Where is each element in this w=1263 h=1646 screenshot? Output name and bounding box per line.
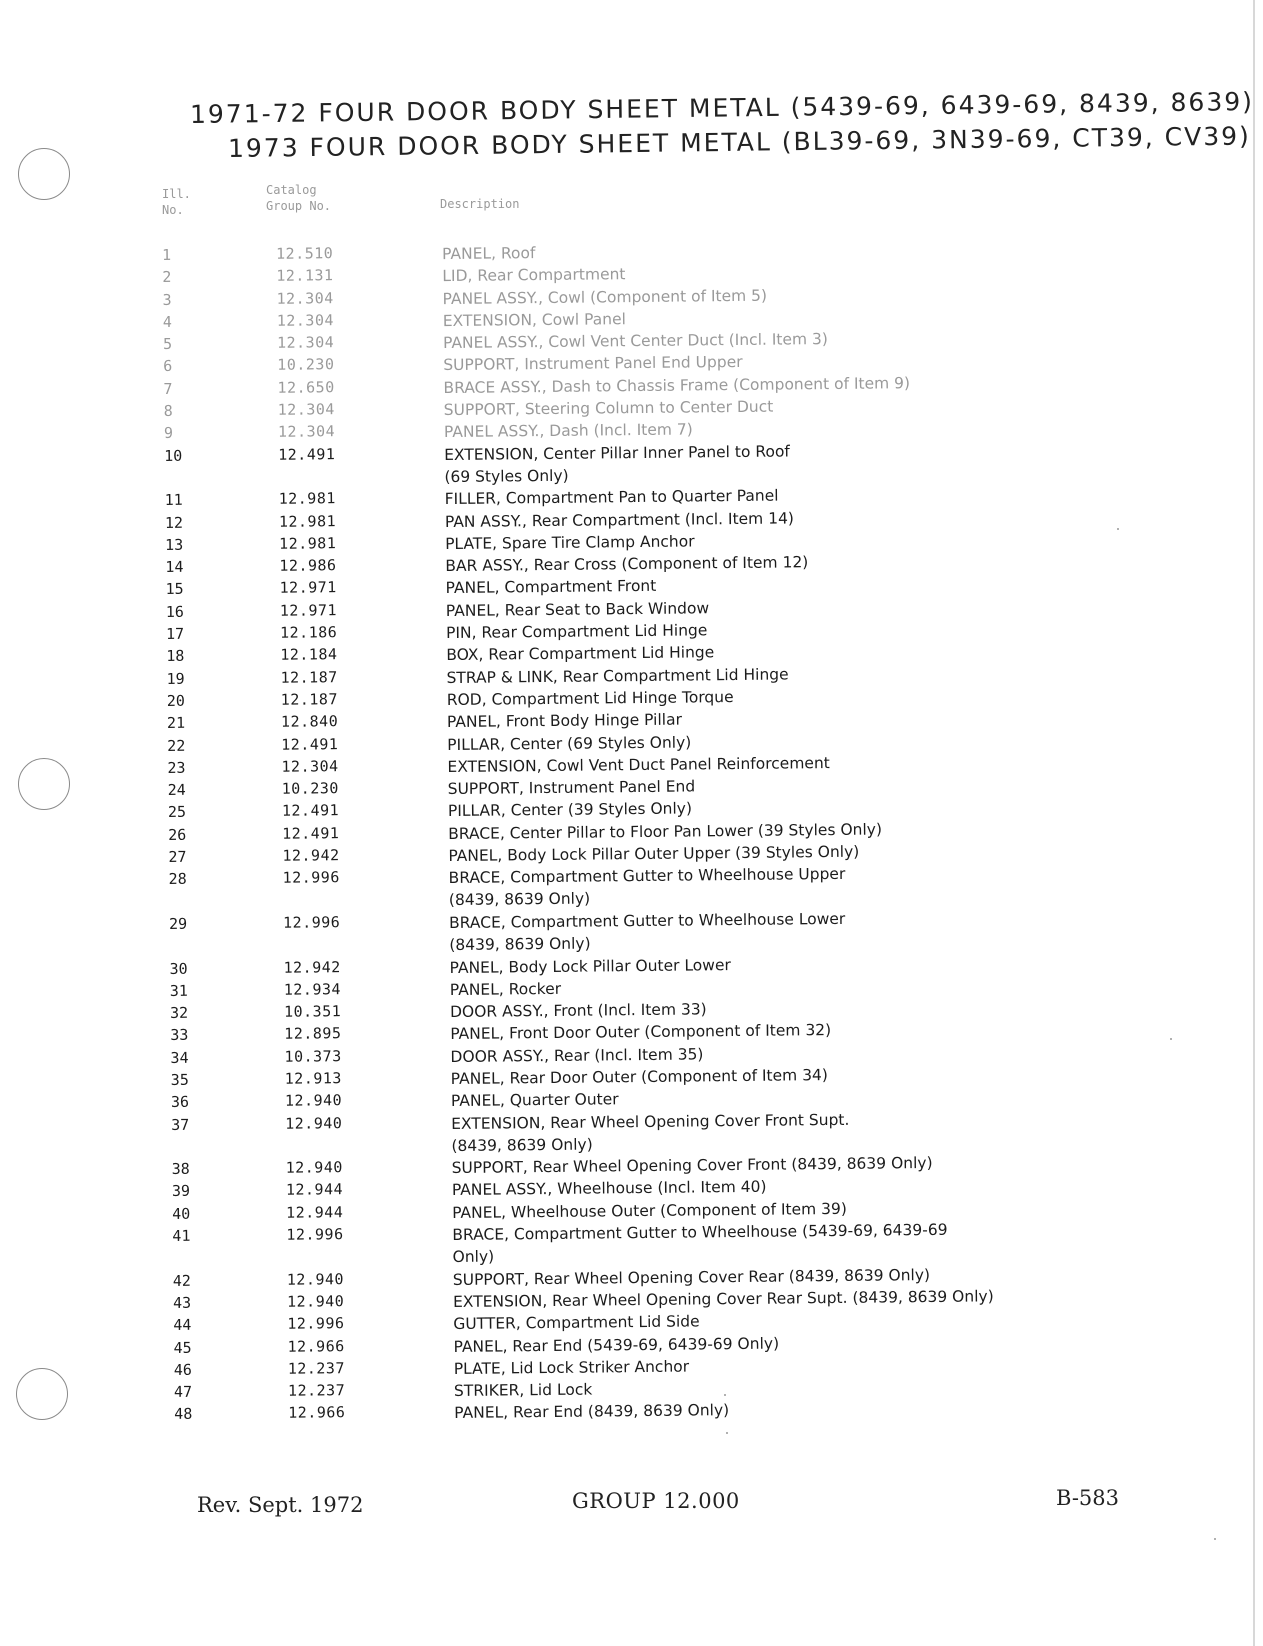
description-text: PANEL ASSY., Dash (Incl. Item 7) bbox=[443, 420, 693, 442]
group-number-cell: 12.944 bbox=[286, 1202, 344, 1222]
description-text: PANEL, Rocker bbox=[449, 979, 562, 999]
group-number-cell: 12.650 bbox=[277, 377, 335, 397]
revision-date: Rev. Sept. 1972 bbox=[197, 1493, 364, 1517]
item-number: 43 bbox=[172, 1293, 192, 1312]
item-number: 42 bbox=[172, 1271, 191, 1290]
item-number: 4 bbox=[162, 312, 172, 331]
description-text: EXTENSION, Cowl Vent Duct Panel Reinforcement bbox=[447, 753, 830, 776]
group-number-cell: 12.237 bbox=[287, 1358, 346, 1378]
description-text: EXTENSION, Rear Wheel Opening Cover Front Supt. bbox=[451, 1110, 850, 1133]
description-text: PANEL, Roof bbox=[442, 244, 536, 264]
group-number-cell: 10.373 bbox=[284, 1046, 342, 1066]
group-number-cell: 12.187 bbox=[280, 690, 339, 709]
punch-hole-middle bbox=[18, 758, 70, 810]
item-number: 6 bbox=[163, 357, 173, 376]
group-number-cell: 12.971 bbox=[279, 578, 337, 598]
item-number: 32 bbox=[169, 1003, 189, 1023]
group-number-cell: 12.840 bbox=[280, 712, 339, 732]
description-text: PANEL ASSY., Wheelhouse (Incl. Item 40) bbox=[451, 1178, 767, 1200]
item-number: 21 bbox=[166, 714, 186, 733]
item-number: 28 bbox=[168, 870, 187, 889]
group-number-cell: 12.996 bbox=[287, 1314, 345, 1333]
item-number: 23 bbox=[167, 758, 186, 777]
group-number-cell: 12.934 bbox=[283, 979, 342, 999]
item-number: 13 bbox=[165, 535, 184, 554]
page-title-line-1: 1971-72 FOUR DOOR BODY SHEET METAL (5439-69, 6439-69, 8439, 8639) bbox=[189, 87, 1255, 129]
description-text: BRACE, Center Pillar to Floor Pan Lower (39 Styles Only) bbox=[448, 820, 883, 843]
scan-speck bbox=[1214, 1538, 1216, 1540]
group-number-cell: 12.131 bbox=[276, 266, 334, 286]
description-text: BRACE, Compartment Gutter to Wheelhouse Upper bbox=[448, 865, 846, 888]
group-number-cell: 12.981 bbox=[278, 489, 336, 509]
scan-speck bbox=[1170, 1038, 1172, 1040]
group-number-cell: 12.940 bbox=[285, 1158, 343, 1177]
item-number: 31 bbox=[169, 981, 188, 1000]
description-continuation: (69 Styles Only) bbox=[444, 466, 569, 486]
page-edge-shadow bbox=[1253, 0, 1255, 1646]
description-text: DOOR ASSY., Front (Incl. Item 33) bbox=[449, 1000, 707, 1022]
punch-hole-bottom bbox=[16, 1368, 68, 1420]
group-number-cell: 12.996 bbox=[282, 913, 341, 932]
punch-hole-top bbox=[18, 148, 70, 200]
item-number: 36 bbox=[170, 1093, 190, 1112]
description-continuation: (8439, 8639 Only) bbox=[451, 1135, 593, 1155]
item-number: 44 bbox=[173, 1316, 192, 1335]
description-text: PAN ASSY., Rear Compartment (Incl. Item 14) bbox=[444, 508, 795, 531]
part-description bbox=[452, 1217, 1172, 1269]
group-number-cell: 12.895 bbox=[284, 1024, 342, 1044]
description-text: BAR ASSY., Rear Cross (Component of Item 12) bbox=[445, 553, 809, 576]
group-number-cell: 12.304 bbox=[277, 400, 336, 419]
description-text: PANEL, Body Lock Pillar Outer Upper (39 Styles Only) bbox=[448, 842, 860, 866]
group-number-cell: 12.491 bbox=[282, 823, 340, 843]
group-number-cell: 12.304 bbox=[276, 333, 335, 352]
description-text: SUPPORT, Rear Wheel Opening Cover Rear (8439, 8639 Only) bbox=[452, 1265, 931, 1289]
description-text: SUPPORT, Instrument Panel End bbox=[447, 777, 696, 799]
item-number: 40 bbox=[172, 1204, 191, 1223]
description-text: STRIKER, Lid Lock bbox=[453, 1380, 593, 1401]
item-number: 2 bbox=[162, 268, 172, 287]
description-text: PANEL, Wheelhouse Outer (Component of Item 39) bbox=[452, 1199, 847, 1222]
group-number-cell: 12.187 bbox=[280, 667, 338, 687]
item-number: 34 bbox=[170, 1048, 189, 1067]
page-number: B-583 bbox=[1056, 1486, 1119, 1510]
item-number: 18 bbox=[166, 647, 185, 666]
description-text: PANEL, Rear End (8439, 8639 Only) bbox=[454, 1401, 730, 1423]
item-number: 24 bbox=[167, 780, 186, 800]
scan-speck bbox=[726, 1432, 728, 1434]
item-number: 37 bbox=[171, 1115, 190, 1134]
description-text: PIN, Rear Compartment Lid Hinge bbox=[445, 621, 708, 643]
group-number-cell: 12.237 bbox=[287, 1381, 346, 1400]
description-text: STRAP & LINK, Rear Compartment Lid Hinge bbox=[446, 665, 789, 687]
group-number-cell: 12.944 bbox=[285, 1180, 344, 1200]
group-number-cell: 12.996 bbox=[286, 1225, 344, 1244]
item-number: 12 bbox=[164, 513, 184, 532]
description-continuation: (8439, 8639 Only) bbox=[448, 889, 591, 910]
item-number: 7 bbox=[163, 379, 173, 398]
item-number: 27 bbox=[168, 847, 187, 866]
description-text: PANEL, Quarter Outer bbox=[450, 1090, 619, 1111]
group-number-cell: 10.230 bbox=[277, 355, 335, 375]
item-number: 14 bbox=[165, 557, 184, 577]
description-text: SUPPORT, Rear Wheel Opening Cover Front (8439, 8639 Only) bbox=[451, 1154, 933, 1178]
description-text: DOOR ASSY., Rear (Incl. Item 35) bbox=[450, 1045, 704, 1066]
description-continuation: Only) bbox=[452, 1247, 495, 1267]
item-number: 5 bbox=[162, 335, 173, 354]
item-number: 19 bbox=[166, 669, 185, 688]
description-text: PANEL ASSY., Cowl (Component of Item 5) bbox=[442, 286, 768, 308]
item-number: 35 bbox=[170, 1070, 189, 1089]
group-number-cell: 12.304 bbox=[277, 422, 336, 442]
column-header-description: Description bbox=[440, 197, 520, 211]
group-number-cell: 12.981 bbox=[279, 534, 337, 553]
item-number: 22 bbox=[167, 736, 186, 755]
group-number-cell: 12.186 bbox=[279, 623, 338, 642]
description-text: EXTENSION, Center Pillar Inner Panel to Roof bbox=[444, 442, 790, 464]
item-number: 16 bbox=[165, 602, 184, 621]
page-title-line-2: 1973 FOUR DOOR BODY SHEET METAL (BL39-69, 3N39-69, CT39, CV39) bbox=[227, 121, 1251, 163]
group-number-cell: 12.940 bbox=[286, 1292, 345, 1311]
group-number-cell: 12.966 bbox=[288, 1403, 346, 1423]
column-header-item-no: Ill. No. bbox=[162, 187, 191, 217]
item-number: 15 bbox=[165, 580, 184, 599]
description-text: EXTENSION, Rear Wheel Opening Cover Rear Supt. (8439, 8639 Only) bbox=[452, 1287, 994, 1311]
group-number-cell: 12.966 bbox=[287, 1336, 345, 1356]
item-number: 1 bbox=[162, 245, 172, 264]
description-text: PLATE, Lid Lock Striker Anchor bbox=[453, 1357, 690, 1378]
group-number-cell: 12.940 bbox=[286, 1269, 345, 1289]
description-text: PANEL, Front Door Outer (Component of Item 32) bbox=[450, 1021, 832, 1044]
item-number: 9 bbox=[163, 424, 174, 443]
description-text: LID, Rear Compartment bbox=[442, 265, 626, 286]
item-number: 30 bbox=[169, 959, 188, 978]
description-text: BOX, Rear Compartment Lid Hinge bbox=[446, 643, 715, 665]
item-number: 3 bbox=[162, 290, 172, 309]
item-number: 47 bbox=[173, 1382, 193, 1402]
group-number-cell: 12.981 bbox=[278, 511, 337, 531]
item-number: 45 bbox=[173, 1338, 192, 1357]
description-text: PANEL, Rear Seat to Back Window bbox=[445, 599, 710, 620]
scan-speck bbox=[724, 1394, 726, 1396]
item-number: 17 bbox=[165, 624, 185, 644]
description-text: PANEL, Rear Door Outer (Component of Item 34) bbox=[450, 1066, 829, 1089]
group-number-cell: 12.491 bbox=[281, 734, 339, 754]
description-text: BRACE, Compartment Gutter to Wheelhouse (5439-69, 6439-69 bbox=[452, 1220, 948, 1245]
group-number-cell: 12.913 bbox=[284, 1069, 343, 1088]
group-number-cell: 12.996 bbox=[282, 868, 340, 888]
description-text: PLATE, Spare Tire Clamp Anchor bbox=[445, 532, 695, 553]
group-number-cell: 12.940 bbox=[285, 1113, 343, 1133]
description-text: SUPPORT, Steering Column to Center Duct bbox=[443, 397, 774, 420]
group-number: GROUP 12.000 bbox=[572, 1489, 740, 1513]
part-description bbox=[449, 904, 1169, 956]
parts-list bbox=[162, 236, 1174, 1428]
item-number: 10 bbox=[164, 446, 183, 465]
item-number: 29 bbox=[169, 914, 188, 933]
description-text: BRACE, Compartment Gutter to Wheelhouse Lower bbox=[449, 909, 846, 932]
item-number: 46 bbox=[173, 1360, 192, 1379]
group-number-cell: 12.304 bbox=[276, 311, 335, 330]
description-text: PANEL, Compartment Front bbox=[445, 577, 657, 598]
group-number-cell: 10.230 bbox=[281, 779, 339, 798]
column-header-group-no: Catalog Group No. bbox=[266, 183, 332, 213]
group-number-cell: 12.940 bbox=[284, 1091, 343, 1111]
group-number-cell: 12.304 bbox=[276, 288, 334, 308]
description-text: PANEL, Front Body Hinge Pillar bbox=[446, 710, 683, 732]
group-number-cell: 12.510 bbox=[275, 244, 334, 263]
group-number-cell: 12.491 bbox=[281, 801, 340, 821]
item-number: 26 bbox=[168, 825, 187, 844]
item-number: 39 bbox=[171, 1182, 191, 1201]
part-description bbox=[451, 1105, 1171, 1157]
description-text: PANEL, Rear End (5439-69, 6439-69 Only) bbox=[453, 1334, 780, 1356]
group-number-cell: 12.942 bbox=[283, 957, 341, 977]
item-number: 20 bbox=[166, 691, 185, 710]
item-number: 11 bbox=[164, 491, 183, 510]
item-number: 8 bbox=[163, 401, 173, 421]
item-number: 38 bbox=[171, 1159, 190, 1179]
description-text: PILLAR, Center (39 Styles Only) bbox=[447, 799, 693, 821]
group-number-cell: 12.942 bbox=[282, 846, 340, 865]
description-text: SUPPORT, Instrument Panel End Upper bbox=[443, 353, 743, 375]
description-text: ROD, Compartment Lid Hinge Torque bbox=[446, 687, 734, 709]
description-text: EXTENSION, Cowl Panel bbox=[442, 310, 626, 330]
part-description bbox=[449, 860, 1169, 912]
description-text: FILLER, Compartment Pan to Quarter Panel bbox=[444, 486, 779, 509]
group-number-cell: 12.184 bbox=[280, 645, 338, 665]
group-number-cell: 12.986 bbox=[279, 556, 337, 575]
item-number: 25 bbox=[167, 803, 187, 822]
group-number-cell: 12.971 bbox=[279, 600, 338, 620]
item-number: 33 bbox=[170, 1026, 189, 1045]
group-number-cell: 12.304 bbox=[281, 757, 339, 776]
description-text: PILLAR, Center (69 Styles Only) bbox=[447, 733, 692, 754]
description-text: PANEL ASSY., Cowl Vent Center Duct (Incl. Item 3) bbox=[442, 330, 829, 353]
description-text: BRACE ASSY., Dash to Chassis Frame (Component of Item 9) bbox=[443, 373, 911, 397]
item-number: 41 bbox=[172, 1226, 191, 1246]
part-description bbox=[444, 436, 1164, 488]
description-continuation: (8439, 8639 Only) bbox=[449, 934, 591, 954]
scan-speck bbox=[1117, 528, 1119, 530]
description-text: PANEL, Body Lock Pillar Outer Lower bbox=[449, 955, 731, 977]
description-text: GUTTER, Compartment Lid Side bbox=[453, 1312, 700, 1334]
group-number-cell: 10.351 bbox=[283, 1002, 342, 1021]
group-number-cell: 12.491 bbox=[278, 444, 336, 464]
item-number: 48 bbox=[174, 1405, 193, 1424]
